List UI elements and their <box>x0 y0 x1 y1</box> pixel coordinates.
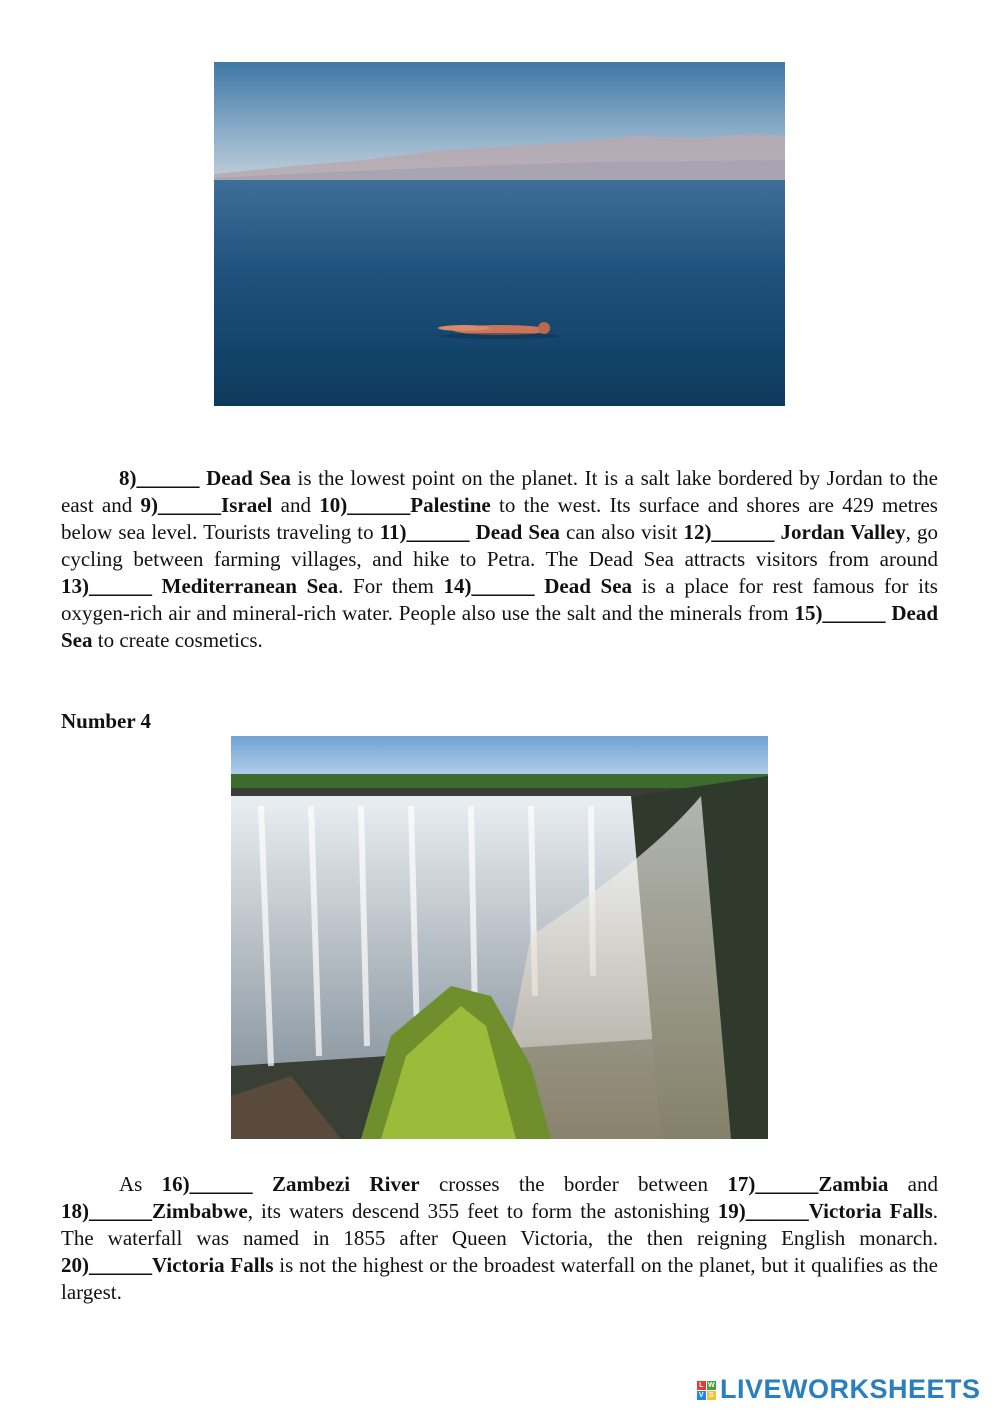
text-run: . For them <box>338 574 444 598</box>
bold-run: Dead Sea <box>206 466 291 490</box>
text-run: As <box>119 1172 162 1196</box>
section-heading: Number 4 <box>61 709 152 733</box>
bold-run: 12)______ Jordan Valley <box>683 520 906 544</box>
logo-mark-cell: S <box>708 1392 715 1400</box>
bold-run: 10)______Palestine <box>319 493 491 517</box>
text-run: crosses the border between <box>419 1172 728 1196</box>
bold-run: 16)______ Zambezi River <box>161 1172 420 1196</box>
text-run: , go cycling between farming villages, and hike to Petra. The Dead Sea attracts visitors from around <box>61 520 938 571</box>
victoria-falls-paragraph <box>61 1171 938 1306</box>
bold-run: 18)______Zimbabwe <box>61 1199 248 1223</box>
text-run: to create cosmetics. <box>92 628 263 652</box>
text-run: . The waterfall was named in 1855 after Queen Victoria, the then reigning English monarch. <box>61 1199 938 1250</box>
text-run: is not the highest or the broadest waterfall on the planet, but it qualifies as the largest. <box>61 1253 938 1304</box>
bold-run: 15)______ Dead Sea <box>61 601 938 652</box>
victoria-falls-text <box>61 1172 938 1304</box>
text-run: and <box>888 1172 939 1196</box>
bold-run: 13)______ Mediterranean Sea <box>61 574 339 598</box>
logo-mark-cell: W <box>707 1382 716 1390</box>
dead-sea-text <box>61 466 938 652</box>
bold-run: 9)______Israel <box>140 493 273 517</box>
logo-mark-cell: V <box>698 1392 705 1400</box>
dead-sea-paragraph <box>61 465 938 654</box>
text-run: to the west. Its surface and shores are 429 metres below sea level. Tourists traveling to <box>61 493 938 544</box>
bold-run: 17)______Zambia <box>727 1172 889 1196</box>
victoria-falls-image <box>231 736 768 1139</box>
logo-mark-cell: L <box>697 1381 706 1390</box>
logo-mark-icon <box>697 1381 716 1400</box>
text-run: , its waters descend 355 feet to form the astonishing <box>247 1199 718 1223</box>
bold-run: 11)______ Dead Sea <box>379 520 560 544</box>
logo-text: LIVEWORKSHEETS <box>720 1374 981 1404</box>
bold-run: 19)______Victoria Falls <box>717 1199 933 1223</box>
bold-run: 20)______Victoria Falls <box>61 1253 274 1277</box>
dead-sea-illustration <box>214 62 785 406</box>
victoria-falls-illustration <box>231 736 768 1139</box>
dead-sea-image <box>214 62 785 406</box>
bold-run: 14)______ Dead Sea <box>443 574 633 598</box>
liveworksheets-logo <box>697 1374 981 1405</box>
text-run: and <box>272 493 320 517</box>
bold-run: 8)______ <box>119 466 207 490</box>
text-run: is a place for rest famous for its oxygen-rich air and mineral-rich water. People also use the salt and the minerals from <box>61 574 938 625</box>
text-run: is the lowest point on the planet. It is a salt lake bordered by Jordan to the east and <box>61 466 938 517</box>
text-run: can also visit <box>559 520 684 544</box>
